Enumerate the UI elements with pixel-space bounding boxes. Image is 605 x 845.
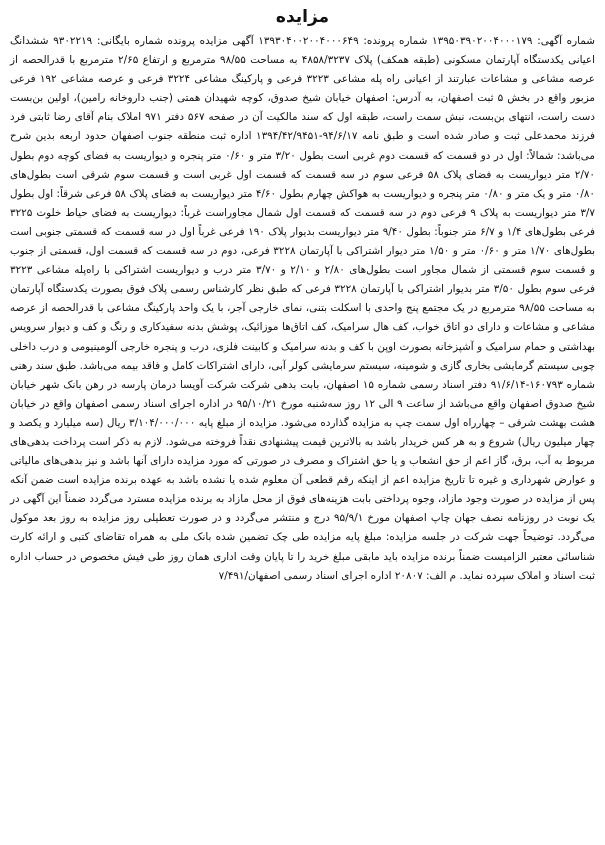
notice-title: مزایده <box>275 7 330 27</box>
notice-body: شماره آگهی: ۱۳۹۵۰۳۹۰۲۰۰۴۰۰۰۱۷۹ شماره پرونده: ۱۳۹۳۰۴۰۰۲۰۰۴۰۰۰۶۴۹ آگهی مزایده پرونده شماره بایگانی: ۹۳۰۲۲۱۹ ششدانگ اعیانی یکدستگاه آپارتمان مسکونی (طبقه همکف) پلاک ۴۸۵۸/۳۲۳۷ به مساحت ۹۸/۵۵ مترمربع و ارتفاع ۲/۶۵ مترمربع با قدرالحصه از عرصه مشاعی و مشاعات عبارتند از اعیانی راه پله مشاعی ۳۲۲۳ فرعی و پارکینگ مشاعی ۳۲۲۴ فرعی و عرصه مشاعی ۱۹۲ فرعی مزبور واقع در بخش ۵ ثبت اصفهان، به آدرس: اصفهان خیابان شیخ صدوق، کوچه شهیدان همتی (جنب داروخانه رامین)، اولین بن‌بست دست راست، انتهای بن‌بست، نبش سمت راست، طبقه اول که سند مالکیت آن در صفحه ۵۶۷ دفتر ۹۷۱ املاک بنام آقای رضا ثابتی فرد فرزند محمدعلی ثبت و صادر شده است و طبق نامه ۹۴/۶/۱۷-۱۳۹۴/۴۲/۹۴۵۱ اداره ثبت منطقه جنوب اصفهان حدود اربعه بدین شرح می‌باشد: شمالاً: اول در دو قسمت که قسمت دوم غربی است بطول ۳/۲۰ متر و ۰/۶۰ متر پنجره و دیواریست به فضای کوچه دوم بطول ۲/۷۰ متر دیواریست به فضای پلاک ۵۸ فرعی سوم در سه قسمت که قسمت اول غربی است و قسمت سوم شرقی است بطول‌های ۰/۸۰ متر و یک متر و ۰/۸۰ متر پنجره و دیواریست به هواکش چهارم بطول ۴/۶۰ متر دیواریست به فضای پلاک ۵۸ فرعی شرقاً: اول بطول ۳/۷ متر دیواریست به پلاک ۹ فرعی دوم در سه قسمت که قسمت اول شمال مجاوراست غرباً: دیواریست به فضای حیاط خلوت ۳۲۲۵ فرعی بطول‌های ۱/۴ و ۶/۷ متر جنوباً: بطول ۹/۴۰ متر دیواریست بدیوار پلاک ۱۹۰ فرعی غرباً اول در سه قسمت که قسمتی جنوبی است بطول‌های ۱/۷۰ متر و ۰/۶۰ متر و ۱/۵۰ متر دیوار اشتراکی با آپارتمان ۳۲۲۸ فرعی، دوم در سه قسمت که قسمت اول، قسمتی از جنوب و قسمت سوم قسمتی از شمال مجاور است بطول‌های ۲/۸۰ و ۲/۱۰ و ۳/۷۰ متر درب و دیواریست اشتراکی با راه‌پله مشاعی ۳۲۲۳ فرعی سوم بطول ۳/۵۰ متر بدیوار اشتراکی با آپارتمان ۳۲۲۸ فرعی که طبق نظر کارشناس رسمی پلاک فوق بصورت یکدستگاه آپارتمان به مساحت ۹۸/۵۵ مترمربع در یک مجتمع پنج واحدی با اسکلت بتنی، نمای خارجی آجر، با یک واحد پارکینگ مشاعی با قدرالحصه از عرصه مشاعی و مشاعات و دارای دو اتاق خواب، کف هال سرامیک، کف اتاق‌ها موزائیک، پوشش بدنه سفیدکاری و رنگ و کف و دیوار سرویس بهداشتی و حمام سرامیک و آشپزخانه بصورت اوپن با کف و بدنه سرامیک و کابینت فلزی، درب و پنجره خارجی آلومینیومی و درب داخلی چوبی سیستم گرمایشی بخاری گازی و شومینه، سیستم سرمایشی کولر آبی، دارای اشتراکات کامل و فاقد بیمه می‌باشد. طبق سند رهنی شماره ۱۶۰۷۹۳-۹۱/۶/۱۴ دفتر اسناد رسمی شماره ۱۵ اصفهان، بابت بدهی شرکت شرکت آویسا درمان پارسه در رهن بانک شهر خیابان شیخ صدوق اصفهان واقع می‌باشد از ساعت ۹ الی ۱۲ روز سه‌شنبه مورخ ۹۵/۱۰/۲۱ در اداره اجرای اسناد رسمی اصفهان واقع در خیابان هشت بهشت شرقی – چهارراه اول سمت چپ به مزایده گذارده می‌شود. مزایده از مبلغ پایه ۳/۱۰۴/۰۰۰/۰۰۰ ریال (سه میلیارد و یکصد و چهار میلیون ریال) شروع و به هر کس خریدار باشد به بالاترین قیمت پیشنهادی نقداً فروخته می‌شود. لازم به ذکر است پرداخت بدهی‌های مربوط به آب، برق، گاز اعم از حق انشعاب و یا حق اشتراک و مصرف در صورتی که مورد مزایده دارای آنها باشد و نیز بدهی‌های مالیاتی و عوارض شهرداری و غیره تا تاریخ مزایده اعم از اینکه رقم قطعی آن معلوم شده یا نشده باشد به عهده برنده مزایده است ضمن آنکه پس از مزایده در صورت وجود مازاد، وجوه پرداختی بابت هزینه‌های فوق از محل مازاد به برنده مزایده مسترد می‌گردد ضمناً این آگهی در یک نوبت در روزنامه نصف جهان چاپ اصفهان مورخ ۹۵/۹/۱ درج و منتشر می‌گردد و در صورت تعطیلی روز مزایده به روز بعد موکول می‌گردد. توضیحاً جهت شرکت در جلسه مزایده: مبلغ پایه مزایده طی چک تضمین شده بانک ملی به همراه تقاضای کتبی و ارائه کارت شناسائی معتبر الزامیست ضمناً برنده مزایده باید مابقی مبلغ خرید را تا پایان وقت اداری همان روز طی فیش مخصوص در حساب اداره ثبت اسناد و املاک سپرده نماید. م الف: ۲۰۸۰۷ اداره اجرای اسناد رسمی اصفهان/۷/۴۹۱ <box>10 35 596 582</box>
